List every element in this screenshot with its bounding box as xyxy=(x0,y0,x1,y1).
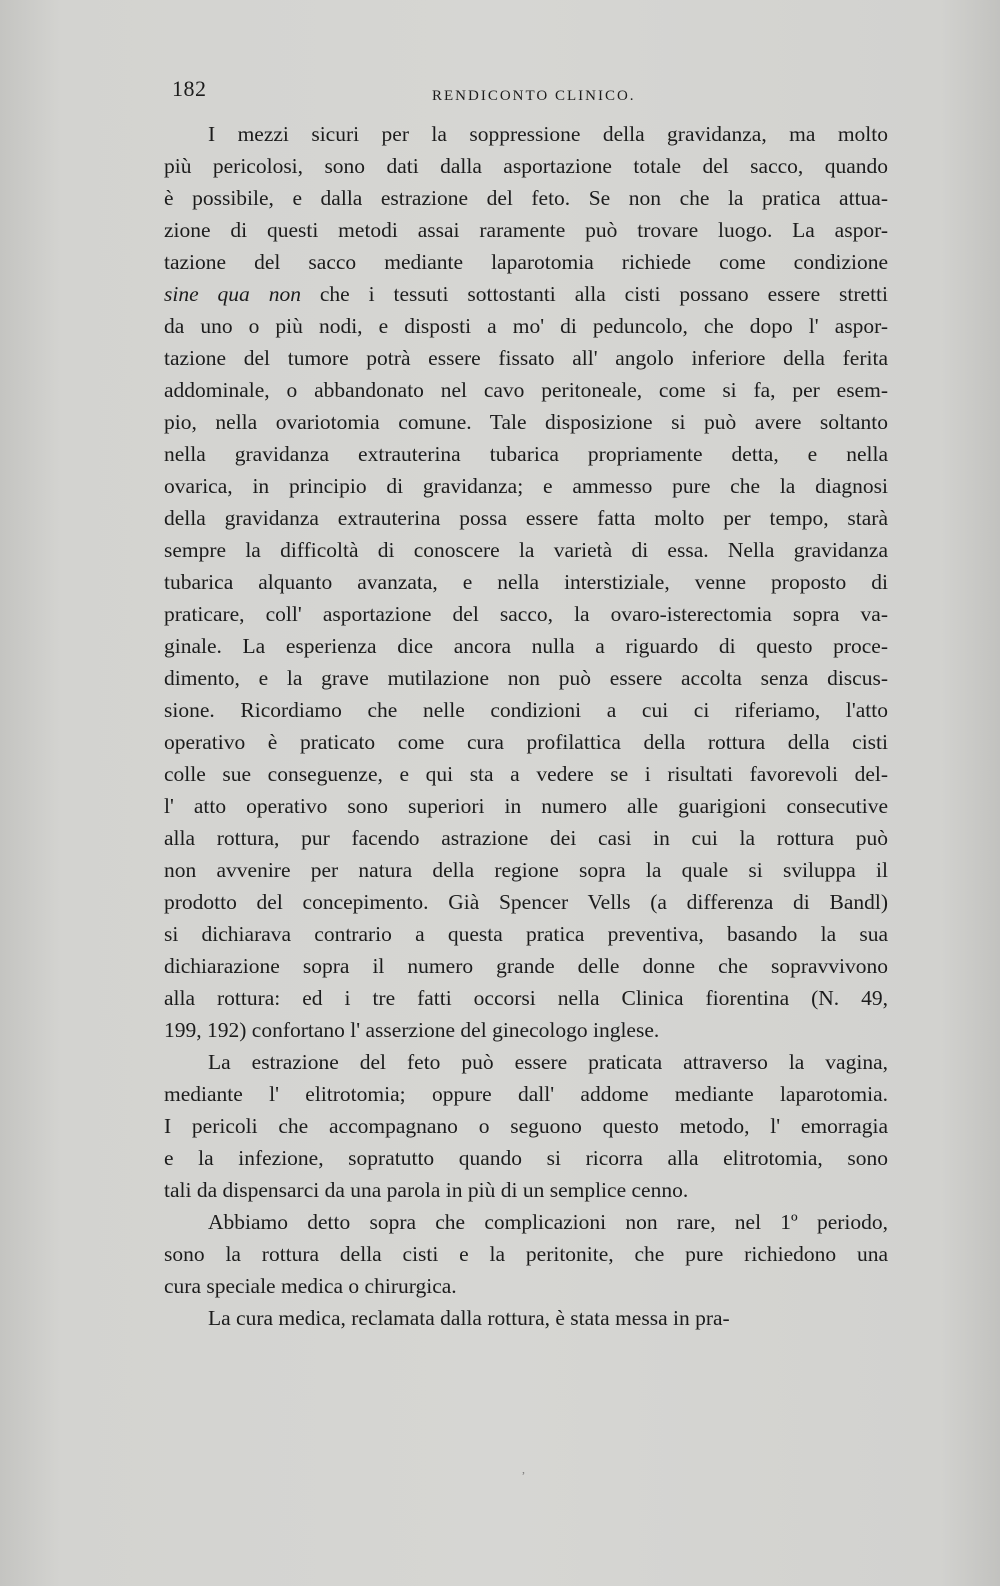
line-text: ovarica, in principio di gravidanza; e ammesso pure che la diagnosi xyxy=(164,474,888,498)
line-text: nella gravidanza extrauterina tubarica propriamente detta, e nella xyxy=(164,442,888,466)
line-text: addominale, o abbandonato nel cavo peritoneale, come si fa, per esem- xyxy=(164,378,888,402)
line-text: tali da dispensarci da una parola in più di un semplice cenno. xyxy=(164,1178,689,1202)
line-text: tazione del sacco mediante laparotomia richiede come condizione xyxy=(164,250,888,274)
text-line xyxy=(164,1174,888,1206)
text-line xyxy=(164,342,888,374)
text-line xyxy=(164,118,888,150)
text-line xyxy=(164,822,888,854)
text-line xyxy=(164,150,888,182)
line-text: I pericoli che accompagnano o seguono questo metodo, l' emorragia xyxy=(164,1114,888,1138)
page-number: 182 xyxy=(172,76,207,101)
line-text: mediante l' elitrotomia; oppure dall' addome mediante laparotomia. xyxy=(164,1082,888,1106)
line-text: I mezzi sicuri per la soppressione della gravidanza, ma molto xyxy=(208,122,888,146)
line-text: tazione del tumore potrà essere fissato all' angolo inferiore della ferita xyxy=(164,346,888,370)
text-line xyxy=(164,1238,888,1270)
line-text: La estrazione del feto può essere praticata attraverso la vagina, xyxy=(208,1050,888,1074)
text-line xyxy=(164,534,888,566)
line-text: si dichiarava contrario a questa pratica preventiva, basando la sua xyxy=(164,922,888,946)
running-title: RENDICONTO CLINICO. xyxy=(432,88,636,104)
line-text: cura speciale medica o chirurgica. xyxy=(164,1274,457,1298)
line-text: che i tessuti sottostanti alla cisti possano essere stretti xyxy=(300,282,888,306)
text-line xyxy=(164,1270,888,1302)
line-text: da uno o più nodi, e disposti a mo' di peduncolo, che dopo l' aspor- xyxy=(164,314,888,338)
text-line xyxy=(164,470,888,502)
text-line xyxy=(164,310,888,342)
text-line xyxy=(164,950,888,982)
text-line xyxy=(164,630,888,662)
text-line xyxy=(164,758,888,790)
line-text: l' atto operativo sono superiori in numero alle guarigioni consecutive xyxy=(164,794,888,818)
text-line xyxy=(164,1078,888,1110)
line-text: alla rottura, pur facendo astrazione dei casi in cui la rottura può xyxy=(164,826,888,850)
line-text: zione di questi metodi assai raramente può trovare luogo. La aspor- xyxy=(164,218,888,242)
text-line xyxy=(164,214,888,246)
text-line xyxy=(164,1206,888,1238)
line-text: pio, nella ovariotomia comune. Tale disposizione si può avere soltanto xyxy=(164,410,888,434)
text-line xyxy=(164,982,888,1014)
line-text: praticare, coll' asportazione del sacco, la ovaro-isterectomia sopra va- xyxy=(164,602,888,626)
text-line xyxy=(164,438,888,470)
line-text: Abbiamo detto sopra che complicazioni non rare, nel 1º periodo, xyxy=(208,1210,888,1234)
line-text: sione. Ricordiamo che nelle condizioni a cui ci riferiamo, l'atto xyxy=(164,698,888,722)
line-text: sono la rottura della cisti e la peritonite, che pure richiedono una xyxy=(164,1242,888,1266)
text-line xyxy=(164,726,888,758)
line-text: non avvenire per natura della regione sopra la quale si sviluppa il xyxy=(164,858,888,882)
text-line xyxy=(164,886,888,918)
text-line xyxy=(164,662,888,694)
text-line xyxy=(164,694,888,726)
line-text: dimento, e la grave mutilazione non può essere accolta senza discus- xyxy=(164,666,888,690)
line-text: colle sue conseguenze, e qui sta a vedere se i risultati favorevoli del- xyxy=(164,762,888,786)
line-text: sempre la difficoltà di conoscere la varietà di essa. Nella gravidanza xyxy=(164,538,888,562)
text-line xyxy=(164,598,888,630)
line-text: è possibile, e dalla estrazione del feto. Se non che la pratica attua- xyxy=(164,186,888,210)
text-line xyxy=(164,1110,888,1142)
text-line xyxy=(164,918,888,950)
text-line xyxy=(164,1302,888,1334)
text-line xyxy=(164,182,888,214)
line-text: La cura medica, reclamata dalla rottura, è stata messa in pra- xyxy=(208,1306,730,1330)
text-line xyxy=(164,566,888,598)
text-line xyxy=(164,1014,888,1046)
line-text: tubarica alquanto avanzata, e nella interstiziale, venne proposto di xyxy=(164,570,888,594)
text-line xyxy=(164,854,888,886)
line-text: della gravidanza extrauterina possa essere fatta molto per tempo, starà xyxy=(164,506,888,530)
print-speck: , xyxy=(522,1462,525,1476)
line-text: 199, 192) confortano l' asserzione del ginecologo inglese. xyxy=(164,1018,660,1042)
line-text: alla rottura: ed i tre fatti occorsi nella Clinica fiorentina (N. 49, xyxy=(164,986,888,1010)
running-head xyxy=(172,74,892,114)
text-line xyxy=(164,1142,888,1174)
line-text: ginale. La esperienza dice ancora nulla a riguardo di questo proce- xyxy=(164,634,888,658)
body-text xyxy=(164,118,888,1334)
text-line xyxy=(164,1046,888,1078)
text-line xyxy=(164,374,888,406)
line-text: operativo è praticato come cura profilattica della rottura della cisti xyxy=(164,730,888,754)
text-line xyxy=(164,246,888,278)
line-text: e la infezione, sopratutto quando si ricorra alla elitrotomia, sono xyxy=(164,1146,888,1170)
line-text: più pericolosi, sono dati dalla asportazione totale del sacco, quando xyxy=(164,154,888,178)
text-line xyxy=(164,502,888,534)
italic-phrase: sine qua non xyxy=(164,282,301,306)
text-line xyxy=(164,406,888,438)
text-line xyxy=(164,278,888,310)
line-text: prodotto del concepimento. Già Spencer Vells (a differenza di Bandl) xyxy=(164,890,888,914)
line-text: dichiarazione sopra il numero grande delle donne che sopravvivono xyxy=(164,954,888,978)
text-line xyxy=(164,790,888,822)
